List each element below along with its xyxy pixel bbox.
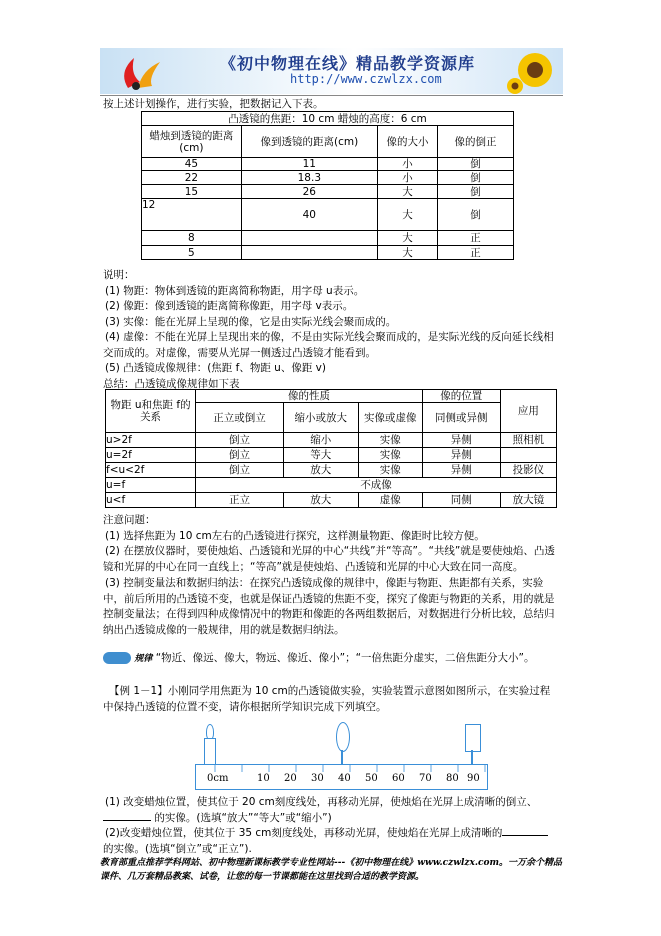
table-cell: 小 [377, 171, 437, 185]
table-cell: 倒立 [196, 463, 284, 478]
table-cell: 18.3 [241, 171, 377, 185]
table-cell: 放大 [283, 463, 358, 478]
header-divider [100, 95, 563, 96]
questions-section [103, 795, 558, 857]
header-position: 像的位置 [422, 390, 500, 403]
question-2-text: (2)改变蜡烛位置，使其位于 35 cm刻度线处，再移动光屏，使烛焰在光屏上成清晰的 [105, 827, 503, 839]
ruler-tick-label: 50 [365, 773, 378, 784]
table-cell: 放大 [283, 493, 358, 508]
table-cell: 倒 [438, 185, 514, 199]
ruler-tick-label: 30 [311, 773, 324, 784]
experiment-table-caption: 凸透镜的焦距：10 cm 蜡烛的高度：6 cm [142, 112, 514, 126]
lens-stand [341, 750, 343, 764]
header-image-orientation: 像的倒正 [438, 126, 514, 158]
table-cell: u=2f [106, 448, 196, 463]
table-cell: 22 [142, 171, 242, 185]
table-cell: 正 [438, 231, 514, 246]
table-cell: 等大 [283, 448, 358, 463]
table-cell [241, 231, 377, 246]
table-cell: 小 [377, 158, 437, 171]
ruler-tick-label: 70 [419, 773, 432, 784]
candle-icon [204, 738, 216, 766]
ruler-tick-label: 20 [284, 773, 297, 784]
header-banner [100, 48, 563, 94]
footer-text: 教育部重点推荐学科网站、初中物理新课标教学专业性网站---《初中物理在线》www.czwlzx.com。一万余个精品课件、几万套精品教案、试卷，让您的每一节课都能在这里找到合适的教学资源。 [100, 858, 563, 882]
table-cell: 11 [241, 158, 377, 171]
question-2-hint: 的实像。(选填“倒立”或“正立”). [103, 842, 252, 855]
table-cell: 异侧 [422, 463, 500, 478]
mnemonic-text: “物近、像远、像大，物远、像近、像小”；“一倍焦距分虚实，二倍焦距分大小”。 [155, 652, 535, 664]
table-cell [241, 246, 377, 260]
header-image-size: 像的大小 [377, 126, 437, 158]
ruler-tick-label: 60 [392, 773, 405, 784]
attention-p1: (1) 选择焦距为 10 cm左右的凸透镜进行探究，这样测量物距、像距时比较方便。 [105, 529, 485, 542]
table-cell: 异侧 [422, 433, 500, 448]
table-cell: 正立 [196, 493, 284, 508]
header-relation: 物距 u和焦距 f的关系 [106, 390, 196, 433]
table-cell: 缩小 [283, 433, 358, 448]
experiment-table [141, 111, 514, 260]
table-cell: 倒 [438, 158, 514, 171]
header-size: 缩小或放大 [283, 403, 358, 433]
header-title: 《初中物理在线》精品教学资源库 [220, 54, 476, 73]
intro-text: 按上述计划操作，进行实验，把数据记入下表。 [103, 98, 324, 110]
table-cell: 倒立 [196, 433, 284, 448]
table-cell-no-image: 不成像 [196, 478, 557, 493]
note-item: (3) 实像：能在光屏上呈现的像，它是由实际光线会聚而成的。 [105, 315, 397, 328]
question-1-text: (1) 改变蜡烛位置，使其位于 20 cm刻度线处，再移动光屏，使烛焰在光屏上成清晰的倒立、 [105, 796, 538, 808]
ruler-tick-label: 90 [467, 773, 480, 784]
table-cell: 45 [142, 158, 242, 171]
notes-section [103, 268, 558, 392]
note-item: (2) 像距：像到透镜的距离简称像距，用字母 v表示。 [105, 300, 354, 312]
table-cell: 12 [142, 199, 242, 231]
question-1-hint: 的实像。(选填“放大”“等大”或“缩小”) [154, 811, 332, 824]
table-cell: 大 [377, 185, 437, 199]
table-cell: 大 [377, 246, 437, 260]
example-text: 【例 1－1】小刚同学用焦距为 10 cm的凸透镜做实验，实验装置示意图如图所示，在实验过程中保持凸透镜的位置不变，请你根据所学知识完成下列填空。 [103, 685, 551, 713]
mnemonic-section [103, 651, 558, 668]
attention-section [103, 513, 558, 638]
logo-icon [108, 52, 168, 92]
table-cell: 投影仪 [500, 463, 556, 478]
table-cell: 放大镜 [500, 493, 556, 508]
header-url[interactable]: http://www.czwlzx.com [290, 72, 442, 86]
ruler-ticks [196, 765, 487, 773]
apparatus-diagram [195, 722, 495, 792]
table-cell: 15 [142, 185, 242, 199]
table-cell: 正 [438, 246, 514, 260]
table-cell: 大 [377, 231, 437, 246]
summary-text: 总结：凸透镜成像规律如下表 [103, 377, 240, 390]
table-cell: u>2f [106, 433, 196, 448]
table-cell: u<f [106, 493, 196, 508]
note-item: (1) 物距：物体到透镜的距离简称物距，用字母 u表示。 [105, 284, 365, 297]
ruler-unit-label: 0cm [207, 773, 229, 784]
table-cell: 实像 [358, 463, 422, 478]
table-cell: 实像 [358, 433, 422, 448]
table-cell: 倒立 [196, 448, 284, 463]
table-cell: 同侧 [422, 493, 500, 508]
table-cell: 40 [241, 199, 377, 231]
screen-icon [465, 724, 481, 752]
header-side: 同侧或异侧 [422, 403, 500, 433]
ruler-tick-label: 10 [257, 773, 270, 784]
notes-label: 说明： [103, 269, 135, 281]
header-application: 应用 [500, 390, 556, 433]
rule-badge-icon [103, 652, 131, 664]
table-cell: f<u<2f [106, 463, 196, 478]
ruler-tick-label: 80 [446, 773, 459, 784]
header-real-virtual: 实像或虚像 [358, 403, 422, 433]
attention-p2: (2) 在摆放仪器时，要使烛焰、凸透镜和光屏的中心“共线”并“等高”。“共线”就是要使烛焰、凸透镜和光屏的中心在同一直线上；“等高”就是使烛焰、凸透镜和光屏的中心大致在同一高度。 [103, 545, 555, 573]
table-cell: u=f [106, 478, 196, 493]
header-nature: 像的性质 [196, 390, 423, 403]
ruler-tick-label: 40 [338, 773, 351, 784]
table-cell: 异侧 [422, 448, 500, 463]
sunflower-icon [505, 50, 561, 94]
optical-bench-ruler [195, 764, 488, 790]
table-cell: 26 [241, 185, 377, 199]
header-upright-inverted: 正立或倒立 [196, 403, 284, 433]
table-cell: 倒 [438, 171, 514, 185]
note-item: (5) 凸透镜成像规律：(焦距 f、物距 u、像距 v) [105, 362, 326, 374]
imaging-rules-table [105, 389, 557, 508]
table-cell: 倒 [438, 199, 514, 231]
table-cell [500, 448, 556, 463]
screen-stand [471, 750, 473, 764]
table-cell: 8 [142, 231, 242, 246]
table-cell: 虚像 [358, 493, 422, 508]
mnemonic-tag: 规律 [134, 654, 153, 664]
attention-label: 注意问题： [103, 514, 156, 526]
table-cell: 照相机 [500, 433, 556, 448]
note-item: (4) 虚像：不能在光屏上呈现出来的像，不是由实际光线会聚而成的，是实际光线的反向延长线相交而成的。对虚像，需要从光屏一侧透过凸透镜才能看到。 [103, 331, 554, 359]
attention-p3: (3) 控制变量法和数据归纳法：在探究凸透镜成像的规律中，像距与物距、焦距都有关系，实验中，前后所用的凸透镜不变，也就是保证凸透镜的焦距不变，探究了像距与物距的关系，用的就是控制变量法；在得到四种成像情况中的物距和像距的各两组数据后，对数据进行分析比较，总结归纳出凸透镜成像的一般规律，用的就是数据归纳法。 [103, 577, 555, 636]
header-image-distance: 像到透镜的距离(cm) [241, 126, 377, 158]
question-2-blank[interactable] [502, 835, 548, 836]
header-object-distance: 蜡烛到透镜的距离(cm) [142, 126, 242, 158]
table-cell: 实像 [358, 448, 422, 463]
question-1-blank[interactable] [103, 820, 151, 821]
table-cell: 5 [142, 246, 242, 260]
table-cell: 大 [377, 199, 437, 231]
lens-icon [336, 722, 350, 752]
